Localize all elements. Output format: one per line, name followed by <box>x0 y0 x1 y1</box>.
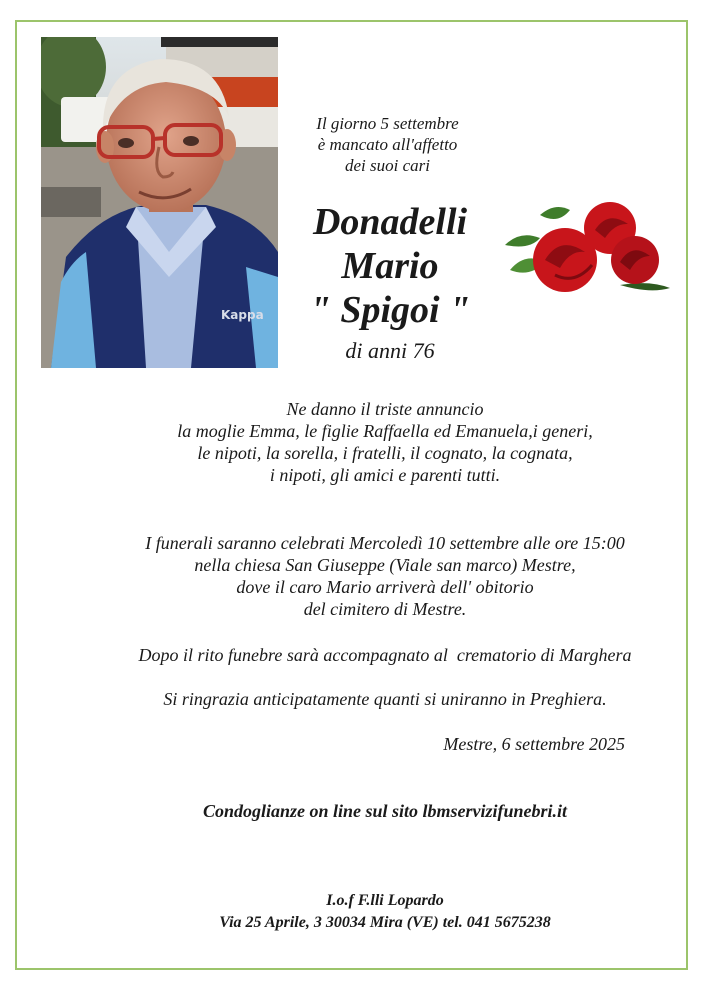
agency-address: Via 25 Aprile, 3 30034 Mira (VE) tel. 041 5675238 <box>219 914 551 931</box>
funeral-line: del cimitero di Mestre. <box>303 599 467 619</box>
deceased-name <box>270 200 510 332</box>
after-rite-text: Dopo il rito funebre sarà accompagnato al crematorio di Marghera <box>138 645 632 665</box>
announcement-line: le nipoti, la sorella, i fratelli, il cognato, la cognata, <box>197 443 573 463</box>
funeral-line: nella chiesa San Giuseppe (Viale san marco) Mestre, <box>194 555 576 575</box>
intro-line: Il giorno 5 settembre <box>316 114 459 133</box>
nickname: " Spigoi " <box>309 289 471 331</box>
funeral-agency <box>95 890 675 934</box>
announcement-line: Ne danno il triste annuncio <box>286 399 484 419</box>
funeral-line: dove il caro Mario arriverà dell' obitorio <box>236 577 534 597</box>
intro-line: è mancato all'affetto <box>317 135 458 154</box>
agency-name: I.o.f F.lli Lopardo <box>326 892 444 909</box>
place-date: Mestre, 6 settembre 2025 <box>443 734 625 754</box>
surname: Donadelli <box>312 201 468 243</box>
funeral-details <box>95 532 675 620</box>
age-text: di anni 76 <box>345 338 435 363</box>
intro-text <box>285 113 490 176</box>
kappa-logo: Kappa <box>221 308 264 322</box>
funeral-line: I funerali saranno celebrati Mercoledì 10 settembre alle ore 15:00 <box>145 533 625 553</box>
announcement-text <box>95 398 675 486</box>
intro-line: dei suoi cari <box>345 156 430 175</box>
first-name: Mario <box>341 245 439 287</box>
condolences-text: Condoglianze on line sul sito lbmservizifunebri.it <box>202 801 568 821</box>
roses-image <box>500 190 675 300</box>
announcement-line: la moglie Emma, le figlie Raffaella ed Emanuela,i generi, <box>177 421 593 441</box>
portrait-photo <box>41 37 278 368</box>
announcement-line: i nipoti, gli amici e parenti tutti. <box>269 465 501 485</box>
thanks-text: Si ringrazia anticipatamente quanti si uniranno in Preghiera. <box>163 689 607 709</box>
